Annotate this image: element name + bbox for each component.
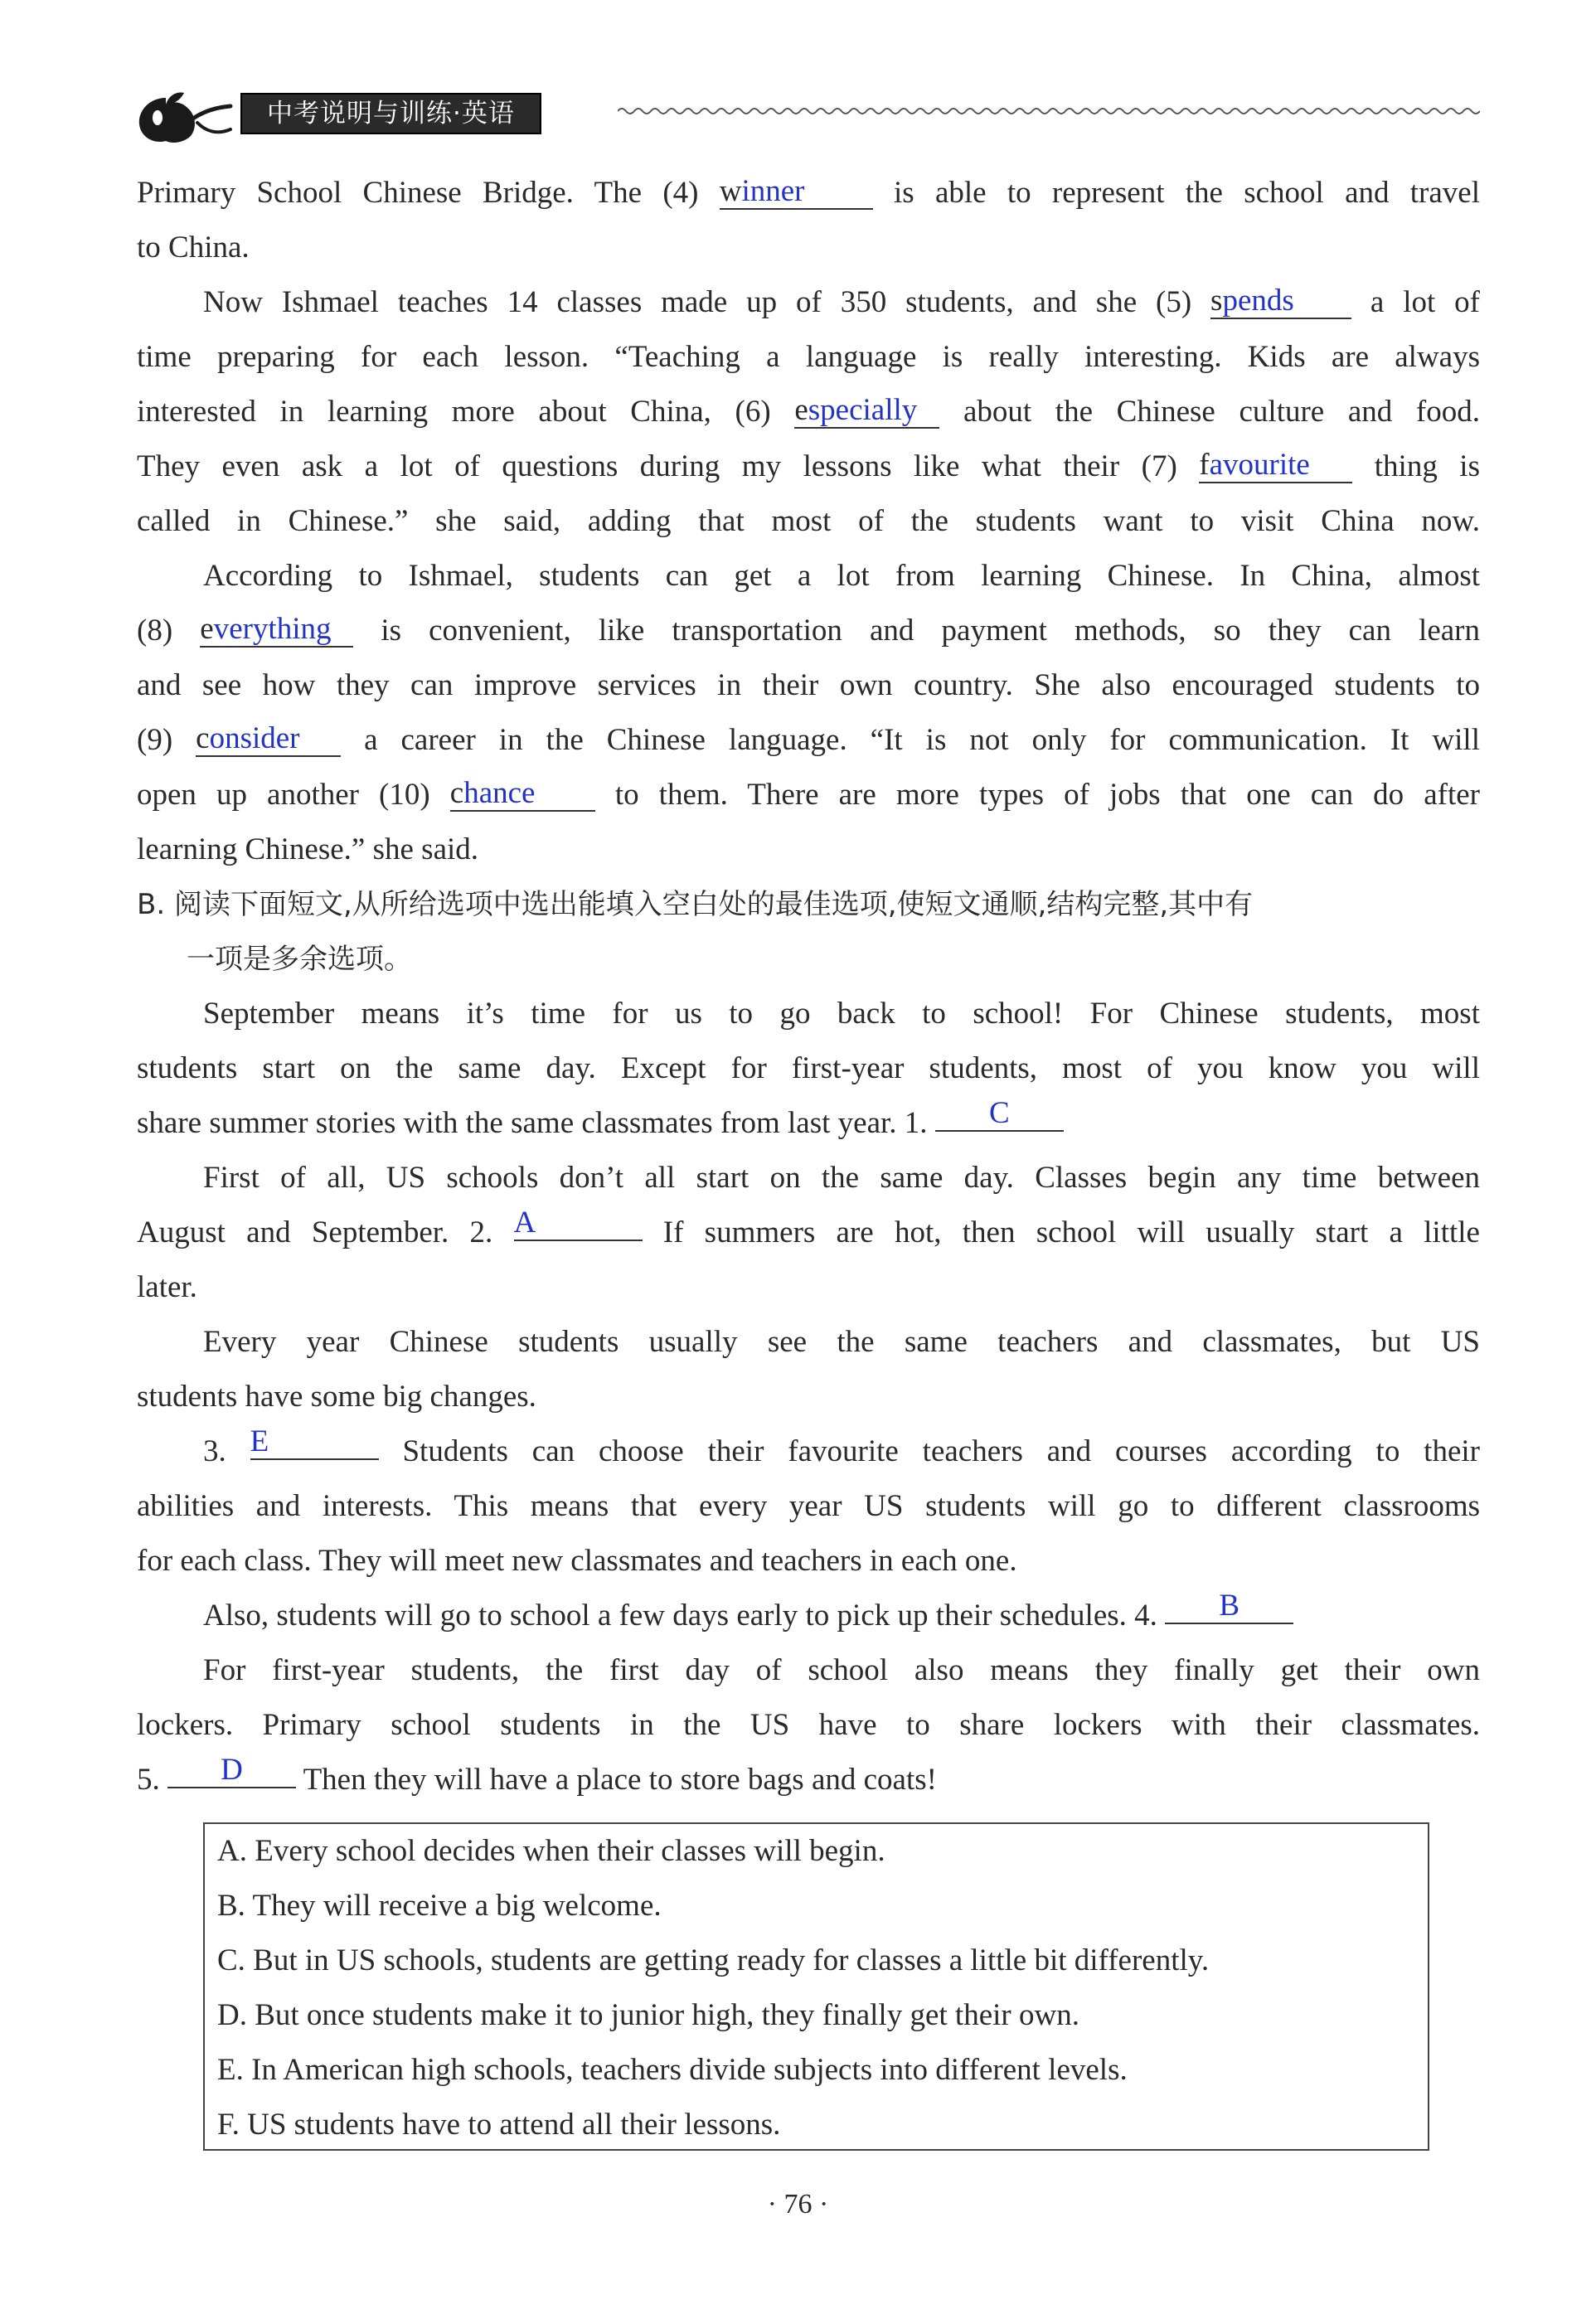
- passage-a-line: interested in learning more about China, (6) especially about the Chinese culture and food.: [137, 393, 1480, 429]
- passage-a-line: Now Ishmael teaches 14 classes made up of 350 students, and she (5) spends a lot of: [203, 284, 1480, 319]
- passage-b-line: First of all, US schools don’t all start on the same day. Classes begin any time between: [203, 1161, 1480, 1195]
- page-number: · 76 ·: [767, 2189, 829, 2220]
- option-b: B. They will receive a big welcome.: [217, 1889, 662, 1923]
- passage-a-line: to China.: [137, 230, 250, 264]
- passage-b-line: later.: [137, 1270, 197, 1304]
- passage-a-line: (8) everything is convenient, like transportation and payment methods, so they can learn: [137, 612, 1480, 648]
- answer-fill: pends: [1222, 284, 1294, 318]
- answer-blank-9: consider: [196, 722, 341, 757]
- option-e: E. In American high schools, teachers divide subjects into different levels.: [217, 2053, 1128, 2087]
- answer-fill: specially: [808, 393, 918, 427]
- answer-fill: verything: [213, 612, 332, 646]
- passage-b-line: Every year Chinese students usually see the same teachers and classmates, but US: [203, 1325, 1480, 1359]
- section-b-instruction: 一项是多余选项。: [187, 943, 412, 976]
- passage-b-line: Also, students will go to school a few days early to pick up their schedules. 4. B: [137, 1589, 1480, 1643]
- option-c: C. But in US schools, students are getting ready for classes a little bit differently.: [217, 1943, 1210, 1977]
- book-title-banner: 中考说明与训练·英语: [240, 93, 541, 134]
- passage-b-line: students have some big changes.: [137, 1380, 536, 1414]
- answer-fill: inner: [741, 174, 805, 208]
- passage-a-line: According to Ishmael, students can get a lot from learning Chinese. In China, almost: [203, 559, 1480, 593]
- answer-blank-7: favourite: [1199, 449, 1352, 483]
- passage-a-line: (9) consider a career in the Chinese language. “It is not only for communication. It will: [137, 721, 1480, 757]
- wavy-divider: [618, 104, 1480, 118]
- passage-b-line: For first-year students, the first day of school also means they finally get their own: [203, 1653, 1480, 1687]
- passage-b-line: September means it’s time for us to go back to school! For Chinese students, most: [203, 997, 1480, 1031]
- answer-blank-3: E: [250, 1425, 379, 1460]
- answer-blank-4: winner: [720, 175, 873, 210]
- answer-blank-2: A: [514, 1206, 643, 1241]
- options-box: [203, 1822, 1429, 2151]
- passage-content: [137, 166, 1480, 1807]
- answer-fill: hance: [463, 776, 536, 810]
- answer-blank-4b: B: [1165, 1589, 1293, 1624]
- section-b-instruction: B. 阅读下面短文,从所给选项中选出能填入空白处的最佳选项,使短文通顺,结构完整,其中有: [137, 888, 1254, 921]
- answer-blank-5: spends: [1210, 284, 1351, 319]
- passage-b-line: students start on the same day. Except for first-year students, most of you know you will: [137, 1051, 1480, 1085]
- answer-blank-8: everything: [200, 613, 353, 648]
- option-f: F. US students have to attend all their lessons.: [217, 2108, 781, 2142]
- answer-fill: onsider: [209, 721, 300, 755]
- passage-a-line: called in Chinese.” she said, adding that most of the students want to visit China now.: [137, 504, 1480, 538]
- passage-a-line: and see how they can improve services in their own country. She also encouraged students to: [137, 668, 1480, 702]
- page-header: [133, 90, 1480, 134]
- answer-fill: avourite: [1209, 448, 1310, 482]
- passage-b-line: lockers. Primary school students in the US have to share lockers with their classmates.: [137, 1708, 1480, 1742]
- answer-blank-5b: D: [167, 1754, 296, 1788]
- passage-a-line: Primary School Chinese Bridge. The (4) winner is able to represent the school and travel: [137, 174, 1480, 210]
- passage-b-line: 5. D Then they will have a place to store bags and coats!: [137, 1753, 937, 1797]
- apple-logo-icon: [133, 90, 236, 146]
- passage-b-line: 3. E Students can choose their favourite teachers and courses according to their: [203, 1424, 1480, 1468]
- passage-a-line: learning Chinese.” she said.: [137, 832, 479, 866]
- passage-a-line: They even ask a lot of questions during my lessons like what their (7) favourite thing is: [137, 448, 1480, 483]
- passage-b-line: August and September. 2. A If summers are hot, then school will usually start a little: [137, 1206, 1480, 1249]
- answer-blank-1: C: [935, 1097, 1064, 1132]
- answer-blank-6: especially: [794, 394, 939, 429]
- answer-blank-10: chance: [450, 777, 595, 812]
- passage-b-line: share summer stories with the same classmates from last year. 1. C: [137, 1096, 1480, 1151]
- passage-b-line: abilities and interests. This means that every year US students will go to different classrooms: [137, 1489, 1480, 1523]
- passage-b-line: for each class. They will meet new classmates and teachers in each one.: [137, 1544, 1017, 1578]
- option-d: D. But once students make it to junior high, they finally get their own.: [217, 1998, 1079, 2032]
- passage-a-line: time preparing for each lesson. “Teaching a language is really interesting. Kids are always: [137, 340, 1480, 374]
- passage-a-line: open up another (10) chance to them. There are more types of jobs that one can do after: [137, 776, 1480, 812]
- option-a: A. Every school decides when their classes will begin.: [217, 1834, 885, 1868]
